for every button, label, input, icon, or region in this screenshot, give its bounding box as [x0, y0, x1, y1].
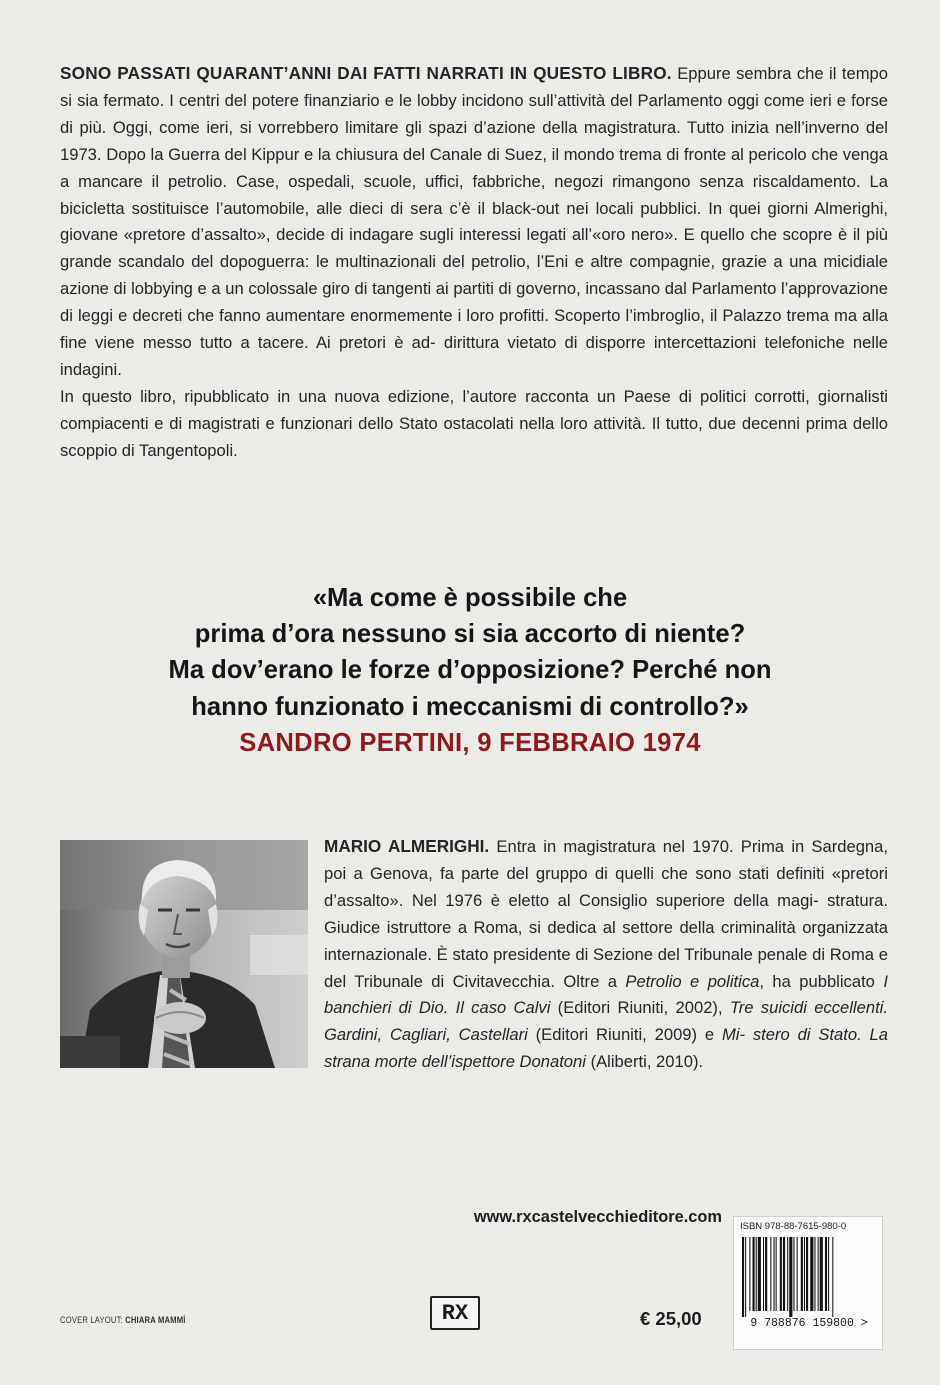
barcode-bar	[820, 1237, 823, 1311]
barcode-bar	[806, 1237, 808, 1311]
bio-text: (Editori Riuniti, 2002),	[557, 998, 723, 1018]
barcode-bar	[756, 1237, 757, 1311]
barcode-bar	[763, 1237, 764, 1311]
author-bio	[324, 833, 888, 1076]
barcode-bar	[801, 1237, 803, 1311]
quote-line: prima d’ora nessuno si sia accorto di niente?	[194, 620, 746, 649]
author-portrait-image	[60, 840, 308, 1068]
cover-credit	[60, 1315, 186, 1325]
book-title: Petrolio e politica	[625, 971, 760, 991]
barcode-bar	[783, 1237, 785, 1311]
price: € 25,00	[640, 1308, 702, 1329]
barcode-bar	[787, 1237, 788, 1311]
barcode-bar	[789, 1237, 792, 1317]
barcode-bar	[765, 1237, 767, 1311]
barcode-bar	[825, 1237, 827, 1311]
quote-attribution: SANDRO PERTINI, 9 FEBBRAIO 1974	[239, 728, 701, 757]
barcode-bar	[753, 1237, 755, 1311]
barcode-graphic	[740, 1237, 878, 1317]
barcode-bar	[749, 1237, 750, 1311]
barcode-bar	[742, 1237, 744, 1317]
quote-line: Ma dov’erano le forze d’opposizione? Perché non	[168, 656, 772, 685]
barcode-bar	[745, 1237, 746, 1317]
barcode-bar	[804, 1237, 805, 1311]
pertini-quote	[40, 580, 900, 761]
barcode-bar	[828, 1237, 829, 1311]
book-title: Mi- stero di Stato. La strana morte dell’ispettore Donatoni	[324, 1025, 888, 1072]
blurb-paragraph-2: In questo libro, ripubblicato in una nuova edizione, l’autore racconta un Paese di politici corrotti, giornalisti compiacenti e di magistrati e funzionari dello Stato ostacolati nella loro attività. Il tutto, due decenni prima dello scoppio di Tangentopoli.	[60, 386, 888, 460]
book-title: I banchieri di Dio. Il caso Calvi	[324, 971, 888, 1018]
blurb-text-1: Eppure sembra che il tempo si sia fermato. I centri del potere finanziario e le lobby incidono sull’attività del Parlamento oggi come ieri e forse di più. Oggi, come ieri, si vorrebbero limitare gli spazi d’azione della magistratura. Tutto inizia nell’inverno del 1973. Dopo la Guerra del Kippur e la chiusura del Canale di Suez, il mondo trema di fronte al pericolo che venga a mancare il petrolio. Case, ospedali, scuole, uffici, fabbriche, negozi rimangono senza riscaldamento. La bicicletta sostituisce l’automobile, alle dieci di sera c’è il black-out nei locali pubblici. In quei giorni Almerighi, giovane «pretore d’assalto», decide di indagare sugli interessi legati all’«oro nero». E quello che scopre è il più grande scandalo del dopoguerra: le multinazionali del petrolio, l’Eni e altre compagnie, grazie a una micidiale azione di lobbying e a un colossale giro di tangenti ai partiti di governo, incassano dal Parlamento l’approvazione di leggi e decreti che fanno aumentare enormemente i loro profitti. Scoperto l’imbroglio, il Palazzo trema ma alla fine viene messo tutto a tacere. Ai pretori è ad- dirittura vietato di disporre intercettazioni telefoniche nelle indagini.	[60, 64, 888, 379]
barcode-bar	[810, 1237, 813, 1311]
bio-text: , ha pubblicato	[759, 971, 875, 991]
isbn-label: ISBN 978-88-7615-980-0	[740, 1221, 847, 1232]
author-photo	[60, 840, 308, 1068]
blurb-lead: SONO PASSATI QUARANT’ANNI DAI FATTI NARRATI IN QUESTO LIBRO.	[60, 63, 672, 83]
bio-text: Entra in magistratura nel 1970. Prima in Sardegna, poi a Genova, fa parte del gruppo di quelli che sono stati definiti «pretori d’assalto». Nel 1976 è eletto al Consiglio superiore della magi- stratura. Giudice istruttore a Roma, si dedica al settore della criminalità organizzata internazionale. È stato presidente di Sezione del Tribunale penale di Roma e del Tribunale di Civitavecchia. Oltre a	[324, 837, 888, 991]
isbn-barcode	[733, 1216, 883, 1350]
publisher-website[interactable]: www.rxcastelvecchieditore.com	[473, 1208, 722, 1226]
barcode-bar	[818, 1237, 819, 1311]
barcode-bar	[770, 1237, 771, 1311]
barcode-bar	[774, 1237, 775, 1311]
blurb-paragraph-1	[60, 60, 888, 384]
credit-name: CHIARA MAMMÌ	[125, 1315, 186, 1325]
credit-label: COVER LAYOUT:	[60, 1315, 123, 1325]
bio-text: (Aliberti, 2010).	[590, 1052, 704, 1072]
barcode-bar	[832, 1237, 833, 1317]
book-blurb	[60, 60, 888, 465]
quote-line: hanno funzionato i meccanismi di controllo?»	[191, 692, 749, 721]
quote-line: «Ma come è possibile che	[312, 584, 628, 612]
barcode-bar	[776, 1237, 777, 1311]
barcode-bar	[758, 1237, 761, 1311]
publisher-logo: RX	[430, 1296, 480, 1330]
author-name: MARIO ALMERIGHI.	[324, 836, 490, 856]
barcode-bar	[797, 1237, 798, 1311]
barcode-bar	[814, 1237, 815, 1311]
barcode-digits: 9 788876 159800 >	[750, 1317, 868, 1330]
barcode-bar	[793, 1237, 794, 1311]
barcode-bar	[780, 1237, 782, 1311]
bio-text: (Editori Riuniti, 2009) e	[535, 1025, 715, 1045]
book-title: Tre suicidi eccellenti. Gardini, Cagliari, Castellari	[324, 998, 888, 1045]
